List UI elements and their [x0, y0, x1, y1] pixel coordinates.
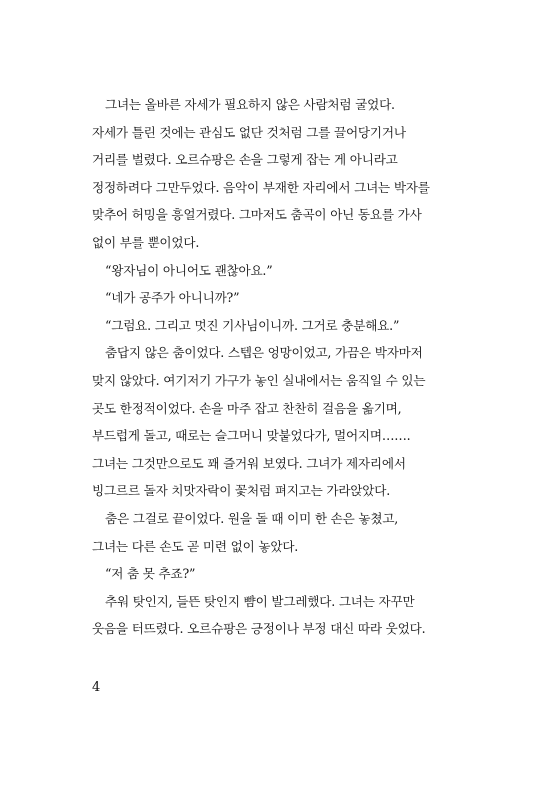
- text-line: 춤은 그걸로 끝이었다. 원을 돌 때 이미 한 손은 놓쳤고,: [105, 510, 399, 526]
- text-line: 곳도 한정적이었다. 손을 마주 잡고 찬찬히 걸음을 옮기며,: [92, 400, 402, 416]
- dialogue-line: “그럼요. 그리고 멋진 기사님이니까. 그거로 충분해요.”: [105, 317, 400, 333]
- text-line: 그녀는 다른 손도 곧 미련 없이 놓았다.: [92, 538, 299, 554]
- text-line: 추워 탓인지, 들뜬 탓인지 뺨이 발그레했다. 그녀는 자꾸만: [105, 593, 415, 609]
- text-line: 맞추어 허밍을 흥얼거렸다. 그마저도 춤곡이 아닌 동요를 가사: [92, 207, 422, 223]
- text-line: 맞지 않았다. 여기저기 가구가 놓인 실내에서는 움직일 수 있는: [92, 372, 426, 388]
- text-line: 웃음을 터뜨렸다. 오르슈팡은 긍정이나 부정 대신 따라 웃었다.: [92, 621, 426, 637]
- text-line: 정정하려다 그만두었다. 음악이 부재한 자리에서 그녀는 박자를: [92, 179, 430, 195]
- text-line: 그녀는 올바른 자세가 필요하지 않은 사람처럼 굴었다.: [105, 97, 395, 112]
- dialogue-line: “왕자님이 아니어도 괜찮아요.”: [105, 262, 273, 278]
- text-line: 자세가 틀린 것에는 관심도 없단 것처럼 그를 끌어당기거나: [92, 124, 406, 140]
- text-line: 부드럽게 돌고, 때로는 슬그머니 맞붙었다가, 멀어지며…….: [92, 428, 411, 444]
- text-line: 거리를 벌렸다. 오르슈팡은 손을 그렇게 잡는 게 아니라고: [92, 152, 398, 168]
- text-line: 춤답지 않은 춤이었다. 스텝은 엉망이었고, 가끔은 박자마저: [105, 345, 423, 361]
- text-line: 없이 부를 뿐이었다.: [92, 234, 200, 250]
- body-text: [92, 91, 467, 643]
- text-line: 빙그르르 돌자 치맛자락이 꽃처럼 펴지고는 가라앉았다.: [92, 483, 391, 499]
- text-line: 그녀는 그것만으로도 꽤 즐거워 보였다. 그녀가 제자리에서: [92, 455, 406, 471]
- dialogue-line: “네가 공주가 아니니까?”: [105, 290, 240, 306]
- page-number: 4: [92, 680, 101, 695]
- dialogue-line: “저 춤 못 추죠?”: [105, 566, 196, 582]
